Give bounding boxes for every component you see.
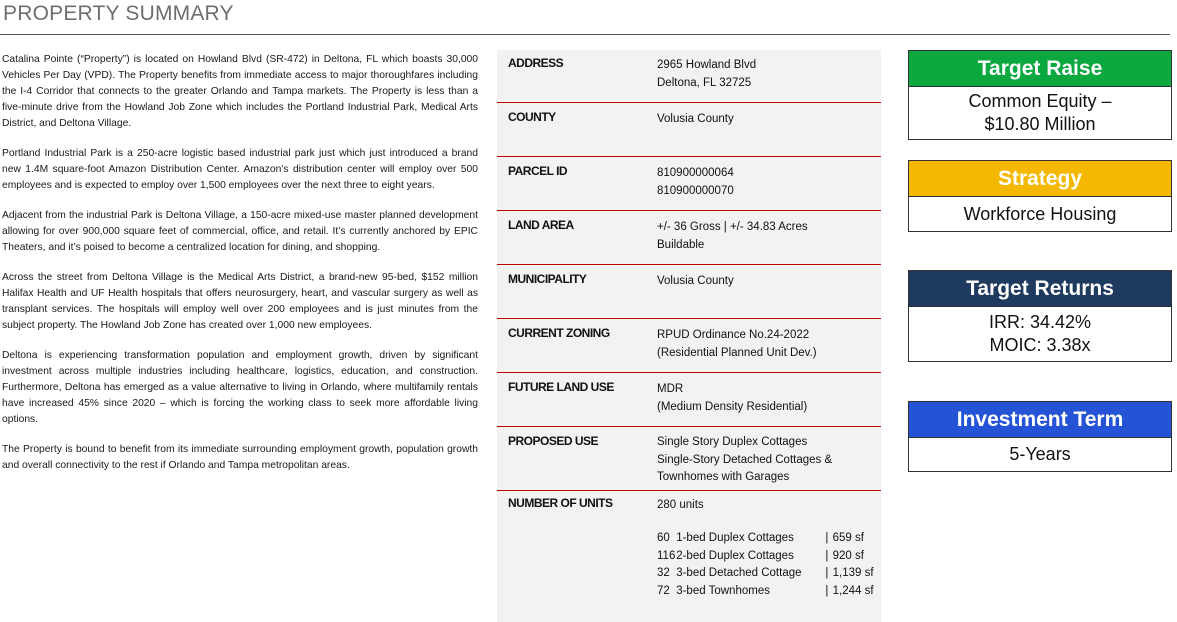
intro-paragraph: The Property is bound to benefit from its immediate surrounding employment growth, population growth and overall connectivity to the rest if Orlando and Tampa metropolitan areas. [2,444,478,471]
row-divider [497,264,881,265]
unit-type: 1-bed Duplex Cottages [676,532,794,544]
target-returns-box [908,270,1172,362]
detail-value [657,272,877,290]
detail-value [657,218,877,254]
detail-value [657,326,877,362]
county-line: Volusia County [657,113,734,125]
zoning-line: (Residential Planned Unit Dev.) [657,347,817,359]
strategy-line: Workforce Housing [963,203,1117,224]
investment-term-box [908,401,1172,472]
unit-separator: | [825,584,829,597]
target-returns-header: Target Returns [909,271,1171,307]
investment-term-body [909,438,1171,471]
row-divider [497,102,881,103]
detail-label: CURRENT ZONING [508,326,610,340]
target-raise-body [909,87,1171,139]
unit-row [657,583,874,601]
unit-count: 72 [657,584,670,597]
unit-row [657,530,874,548]
target-raise-line: Common Equity – [968,91,1112,111]
row-divider [497,426,881,427]
row-divider [497,318,881,319]
parcel-line: 810900000070 [657,185,734,197]
detail-value [657,380,877,416]
detail-value [657,56,877,92]
intro-paragraph: Portland Industrial Park is a 250-acre logistic based industrial park just which just introduced a brand new 1.4M square-foot Amazon Distribution Center. Amazon’s distribution center will employ over 500 employees and is expected to employ over 1,500 employees over the next three to eight years. [2,148,478,191]
title-divider [0,34,1170,35]
municipality-line: Volusia County [657,275,734,287]
strategy-body [909,197,1171,231]
target-raise-line: $10.80 Million [984,114,1096,134]
intro-paragraph: Catalina Pointe (“Property”) is located on Howland Blvd (SR-472) in Deltona, FL which boasts 30,000 Vehicles Per Day (VPD). The Property benefits from immediate access to major thoroughfares including the I-4 Corridor that connects to the greater Orlando and Tampa markets. The Property is less than a five-minute drive from the Howland Job Zone which includes the Portland Industrial Park, Medical Arts District, and Deltona Village. [2,54,478,129]
parcel-line: 810900000064 [657,167,734,179]
target-raise-header: Target Raise [909,51,1171,87]
row-divider [497,210,881,211]
row-divider [497,372,881,373]
unit-type: 3-bed Townhomes [676,584,770,597]
zoning-line: RPUD Ordinance No.24-2022 [657,329,810,341]
moic-line: MOIC: 3.38x [989,335,1091,355]
unit-size: 1,244 sf [832,584,874,597]
detail-label: PARCEL ID [508,164,568,178]
detail-label: ADDRESS [508,56,564,70]
detail-value [657,164,877,200]
unit-separator: | [825,549,829,562]
investment-term-header: Investment Term [909,402,1171,438]
detail-label: LAND AREA [508,218,574,232]
units-breakdown [657,530,874,600]
land-area-line: Buildable [657,239,705,251]
strategy-box [908,160,1172,232]
address-line: 2965 Howland Blvd [657,59,757,71]
intro-paragraph: Deltona is experiencing transformation population and employment growth, driven by significant investment across multiple industries including healthcare, logistics, education, and construction. Furthermore, Deltona has emerged as a value alternative to living in Orlando, where multifamily rentals have increased 45% since 2020 – which is forcing the working class to seek more affordable living options. [2,350,478,425]
irr-line: IRR: 34.42% [988,312,1092,332]
unit-count: 116 [657,549,676,562]
row-divider [497,156,881,157]
intro-paragraph: Across the street from Deltona Village is the Medical Arts District, a brand-new 95-bed, $152 million Halifax Health and UF Health hospitals that offers neurosurgery, heart, and vascular surgery as well as transplant services. The hospitals will employ well over 200 employees and is just minutes from the subject property. The Howland Job Zone has created over 1,000 new employees. [2,272,478,331]
unit-size: 920 sf [832,549,864,562]
row-divider [497,490,881,491]
detail-label: MUNICIPALITY [508,272,587,286]
unit-count: 60 [657,532,670,544]
target-returns-body [909,307,1171,361]
detail-value [657,434,877,487]
investment-term-line: 5-Years [1009,444,1071,464]
detail-label: PROPOSED USE [508,434,599,448]
proposed-use-line: Single Story Duplex Cottages [657,436,808,448]
proposed-use-line: Townhomes with Garages [657,471,790,483]
unit-type: 3-bed Detached Cottage [676,567,802,579]
detail-label: COUNTY [508,110,556,124]
unit-row [657,565,874,583]
unit-separator: | [825,532,829,544]
target-raise-box [908,50,1172,140]
unit-type: 2-bed Duplex Cottages [676,549,794,562]
detail-value [657,110,877,128]
property-details-panel [497,50,881,622]
land-area-line: +/- 36 Gross | +/- 34.83 Acres [657,221,808,233]
units-total: 280 units [657,499,704,511]
unit-size: 1,139 sf [832,567,874,579]
address-line: Deltona, FL 32725 [657,77,752,89]
proposed-use-line: Single-Story Detached Cottages & [657,453,833,466]
unit-size: 659 sf [832,532,864,544]
intro-paragraph: Adjacent from the industrial Park is Deltona Village, a 150-acre mixed-use master planned development allowing for over 900,000 square feet of commercial, office, and retail. It’s currently anchored by EPIC Theaters, and it’s poised to become a centralized location for dining, and shopping. [2,210,478,253]
intro-text [2,52,478,488]
page-title: PROPERTY SUMMARY [3,2,234,25]
future-land-use-line: MDR [657,383,684,395]
unit-row [657,548,874,566]
future-land-use-line: (Medium Density Residential) [657,401,808,413]
unit-count: 32 [657,567,670,579]
detail-label: NUMBER OF UNITS [508,496,613,510]
unit-separator: | [825,567,829,579]
detail-label: FUTURE LAND USE [508,380,614,394]
strategy-header: Strategy [909,161,1171,197]
